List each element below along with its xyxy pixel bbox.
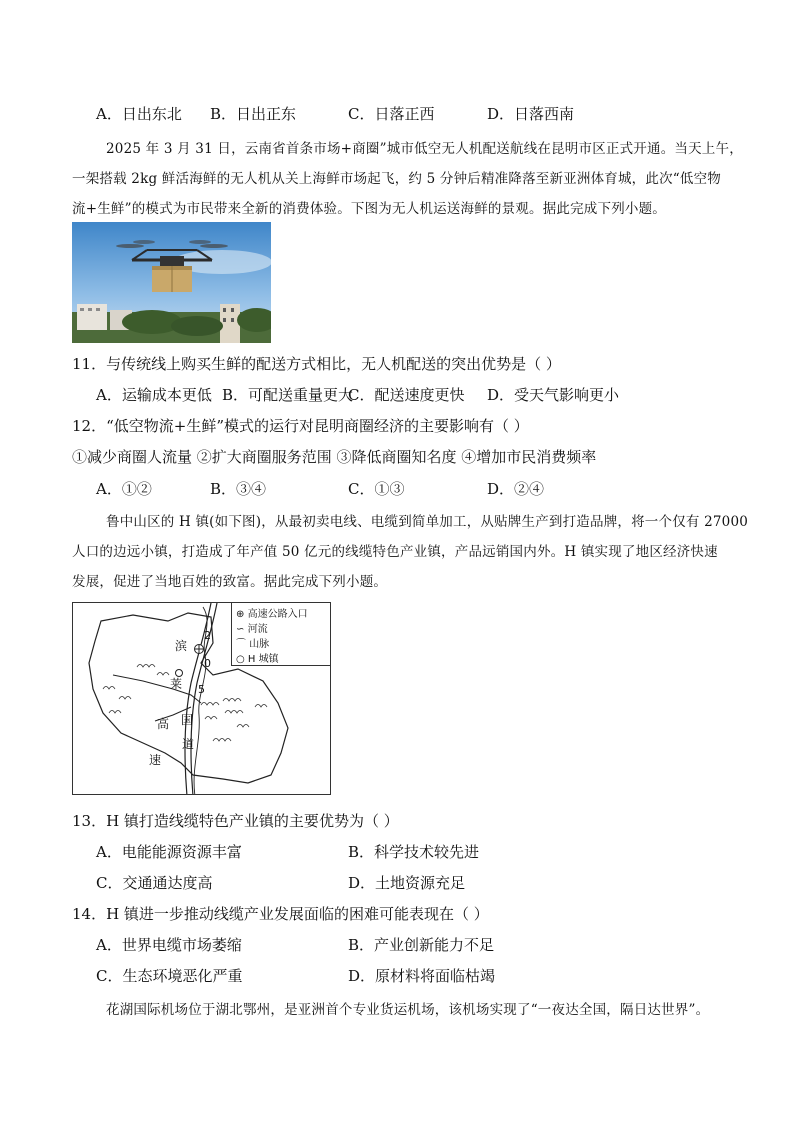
q14-option-b: B．产业创新能力不足 xyxy=(348,936,495,954)
q11-stem: 11．与传统线上购买生鲜的配送方式相比，无人机配送的突出优势是（ ） xyxy=(72,355,561,373)
q12-statements: ①减少商圈人流量 ②扩大商圈服务范围 ③降低商圈知名度 ④增加市民消费频率 xyxy=(72,448,597,466)
legend-town: ○ H 城镇 xyxy=(236,654,279,665)
passage2-line2: 人口的边远小镇，打造成了年产值 50 亿元的线缆特色产业镇，产品远销国内外。H 镇实现了地区经济快速 xyxy=(72,544,718,560)
label-dao: 道 xyxy=(182,737,195,751)
q13-option-a: A．电能能源资源丰富 xyxy=(96,843,242,861)
q12-option-a: A．①② xyxy=(96,480,152,498)
q12-option-c: C．①③ xyxy=(348,480,405,498)
highway-entrance-legend-icon: ⊕ xyxy=(236,609,245,620)
passage1-line3: 流+生鲜”的模式为市民带来全新的消费体验。下图为无人机运送海鲜的景观。据此完成下列小题。 xyxy=(72,201,667,217)
label-su: 速 xyxy=(149,753,162,767)
q12-option-b: B．③④ xyxy=(210,480,267,498)
q13-option-d: D．土地资源充足 xyxy=(348,874,466,892)
label-guo: 国 xyxy=(181,713,194,727)
q11-option-a: A．运输成本更低 xyxy=(96,386,212,404)
q11-option-c: C．配送速度更快 xyxy=(348,386,465,404)
mountain-legend-icon: ⌒ xyxy=(236,639,246,650)
q13-option-b: B．科学技术较先进 xyxy=(348,843,480,861)
q14-option-d: D．原材料将面临枯竭 xyxy=(348,967,496,985)
q10-option-c: C．日落正西 xyxy=(348,105,435,123)
label-gao: 高 xyxy=(157,717,170,731)
town-legend-icon: ○ xyxy=(236,654,245,665)
q14-option-c: C．生态环境恶化严重 xyxy=(96,967,243,985)
q12-option-d: D．②④ xyxy=(487,480,545,498)
legend-river: ∽ 河流 xyxy=(236,624,268,635)
q14-option-a: A．世界电缆市场萎缩 xyxy=(96,936,242,954)
legend-mountain: ⌒ 山脉 xyxy=(236,639,270,650)
q10-option-b: B．日出正东 xyxy=(210,105,297,123)
passage1-line1: 2025 年 3 月 31 日，云南省首条市场+商圈”城市低空无人机配送航线在昆明市区正式开通。当天上午， xyxy=(106,141,743,157)
q10-option-d: D．日落西南 xyxy=(487,105,575,123)
q11-option-b: B．可配送重量更大 xyxy=(222,386,354,404)
q13-stem: 13．H 镇打造线缆特色产业镇的主要优势为（ ） xyxy=(72,812,399,830)
label-bin: 滨 xyxy=(175,639,188,653)
h-town-map xyxy=(72,602,331,795)
river-legend-icon: ∽ xyxy=(236,624,245,635)
map-legend xyxy=(231,603,331,666)
passage2-line1: 鲁中山区的 H 镇(如下图)，从最初卖电线、电缆到简单加工，从贴牌生产到打造品牌，将一个仅有 27000 xyxy=(106,514,749,530)
label-lai: 莱 xyxy=(170,677,183,691)
label-5: 5 xyxy=(198,683,205,696)
drone-photo xyxy=(72,222,271,343)
label-0: 0 xyxy=(204,657,211,670)
q14-stem: 14．H 镇进一步推动线缆产业发展面临的困难可能表现在（ ） xyxy=(72,905,489,923)
passage2-line3: 发展，促进了当地百姓的致富。据此完成下列小题。 xyxy=(72,574,388,590)
q13-option-c: C．交通通达度高 xyxy=(96,874,213,892)
q10-option-a: A．日出东北 xyxy=(96,105,182,123)
q12-stem: 12．“低空物流+生鲜”模式的运行对昆明商圈经济的主要影响有（ ） xyxy=(72,417,529,435)
label-2: 2 xyxy=(204,629,211,642)
q11-option-d: D．受天气影响更小 xyxy=(487,386,620,404)
passage1-line2: 一架搭载 2kg 鲜活海鲜的无人机从关上海鲜市场起飞，约 5 分钟后精准降落至新亚洲体育城，此次“低空物 xyxy=(72,171,721,187)
passage3: 花湖国际机场位于湖北鄂州，是亚洲首个专业货运机场，该机场实现了“一夜达全国，隔日达世界”。 xyxy=(106,1002,710,1018)
legend-highway-entrance: ⊕ 高速公路入口 xyxy=(236,609,308,620)
